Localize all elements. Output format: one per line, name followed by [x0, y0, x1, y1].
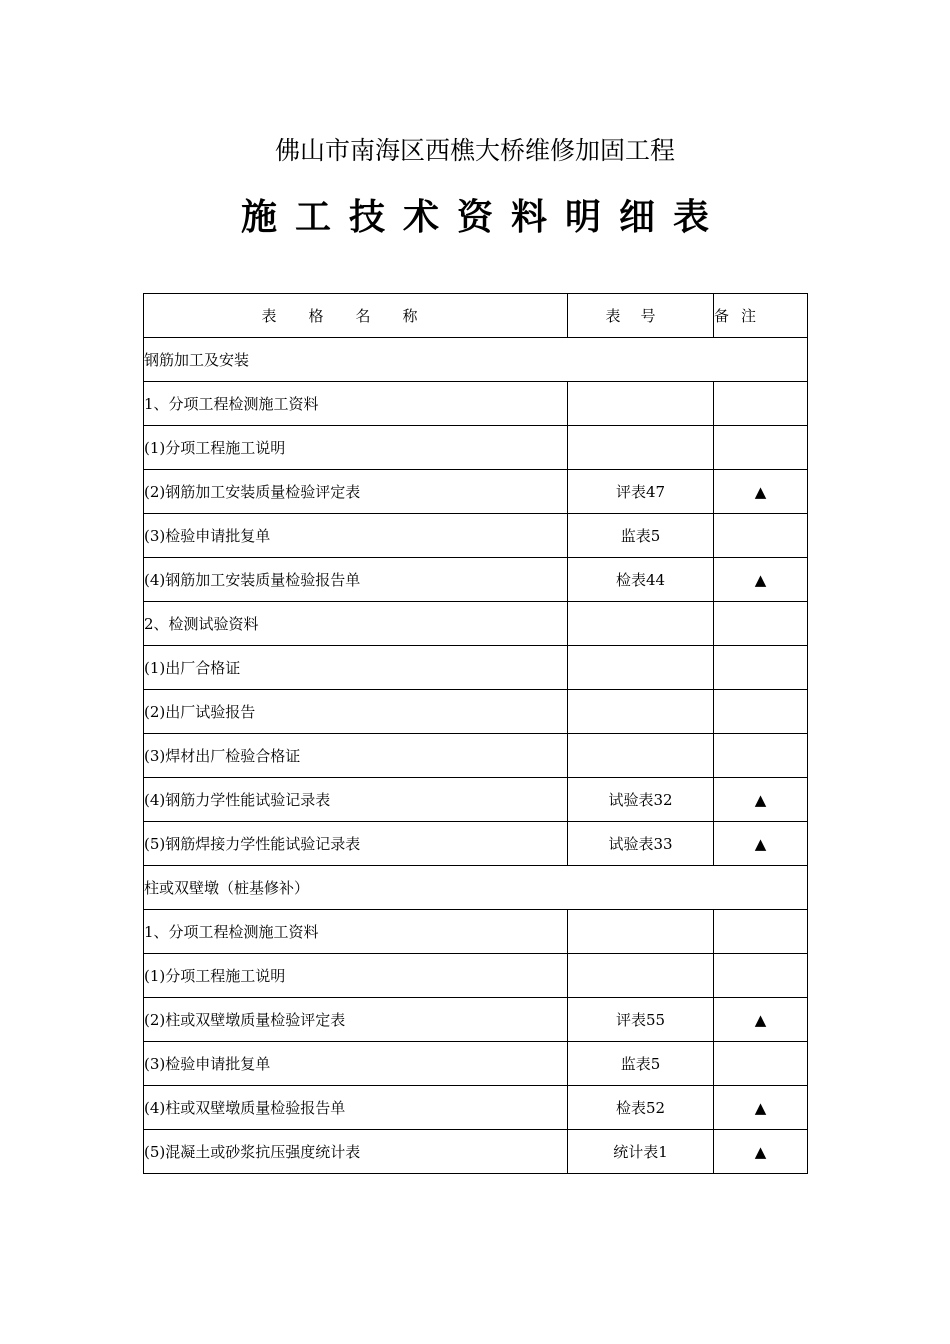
- item-remark: ▲: [714, 1086, 808, 1130]
- header-table-code: 表号: [568, 294, 714, 338]
- table-row: [144, 602, 808, 646]
- item-name: (2)柱或双壁墩质量检验评定表: [144, 998, 568, 1042]
- item-name: (1)分项工程施工说明: [144, 426, 568, 470]
- item-remark: [714, 514, 808, 558]
- item-name: (4)钢筋加工安装质量检验报告单: [144, 558, 568, 602]
- item-code: [568, 690, 714, 734]
- table-row: [144, 954, 808, 998]
- item-code: 监表5: [568, 1042, 714, 1086]
- item-code: [568, 954, 714, 998]
- section-row: [144, 338, 808, 382]
- item-name: (3)检验申请批复单: [144, 1042, 568, 1086]
- document-title: 佛山市南海区西樵大桥维修加固工程: [274, 136, 675, 165]
- item-remark: ▲: [714, 998, 808, 1042]
- table-row: [144, 690, 808, 734]
- table-row: [144, 514, 808, 558]
- table-row: [144, 558, 808, 602]
- table-row: [144, 470, 808, 514]
- item-name: (5)混凝土或砂浆抗压强度统计表: [144, 1130, 568, 1174]
- item-code: 试验表33: [568, 822, 714, 866]
- item-remark: [714, 382, 808, 426]
- item-code: 评表47: [568, 470, 714, 514]
- table-row: [144, 646, 808, 690]
- item-code: [568, 602, 714, 646]
- header-table-name: 表格名称: [144, 294, 568, 338]
- table-row: [144, 910, 808, 954]
- item-remark: [714, 954, 808, 998]
- item-code: 监表5: [568, 514, 714, 558]
- item-name: (5)钢筋焊接力学性能试验记录表: [144, 822, 568, 866]
- item-code: 检表52: [568, 1086, 714, 1130]
- table-row: [144, 1086, 808, 1130]
- item-name: (2)出厂试验报告: [144, 690, 568, 734]
- item-code: 检表44: [568, 558, 714, 602]
- item-name: (2)钢筋加工安装质量检验评定表: [144, 470, 568, 514]
- item-name: (4)柱或双壁墩质量检验报告单: [144, 1086, 568, 1130]
- item-name: (3)焊材出厂检验合格证: [144, 734, 568, 778]
- spec-table: [143, 293, 808, 1174]
- item-code: 评表55: [568, 998, 714, 1042]
- item-code: [568, 646, 714, 690]
- section-row: [144, 866, 808, 910]
- item-remark: [714, 734, 808, 778]
- item-name: 1、分项工程检测施工资料: [144, 382, 568, 426]
- item-code: [568, 382, 714, 426]
- section-title: 钢筋加工及安装: [144, 338, 808, 382]
- item-code: 试验表32: [568, 778, 714, 822]
- document-subtitle: 施工技术资料明细表: [240, 197, 727, 238]
- table-row: [144, 426, 808, 470]
- item-code: [568, 426, 714, 470]
- item-remark: [714, 1042, 808, 1086]
- header-remarks: 备注: [714, 294, 808, 338]
- item-code: [568, 734, 714, 778]
- table-row: [144, 734, 808, 778]
- item-remark: ▲: [714, 470, 808, 514]
- item-code: [568, 910, 714, 954]
- item-name: 1、分项工程检测施工资料: [144, 910, 568, 954]
- table-row: [144, 1130, 808, 1174]
- item-remark: [714, 426, 808, 470]
- item-name: (3)检验申请批复单: [144, 514, 568, 558]
- item-remark: [714, 646, 808, 690]
- item-remark: ▲: [714, 1130, 808, 1174]
- table-row: [144, 998, 808, 1042]
- item-name: 2、检测试验资料: [144, 602, 568, 646]
- item-name: (1)出厂合格证: [144, 646, 568, 690]
- item-remark: ▲: [714, 778, 808, 822]
- item-code: 统计表1: [568, 1130, 714, 1174]
- item-name: (1)分项工程施工说明: [144, 954, 568, 998]
- item-remark: [714, 602, 808, 646]
- table-row: [144, 822, 808, 866]
- item-name: (4)钢筋力学性能试验记录表: [144, 778, 568, 822]
- item-remark: [714, 910, 808, 954]
- section-title: 柱或双壁墩（桩基修补）: [144, 866, 808, 910]
- table-header-row: [144, 294, 808, 338]
- table-row: [144, 778, 808, 822]
- table-row: [144, 1042, 808, 1086]
- item-remark: [714, 690, 808, 734]
- item-remark: ▲: [714, 558, 808, 602]
- table-row: [144, 382, 808, 426]
- table-body: [144, 338, 808, 1174]
- item-remark: ▲: [714, 822, 808, 866]
